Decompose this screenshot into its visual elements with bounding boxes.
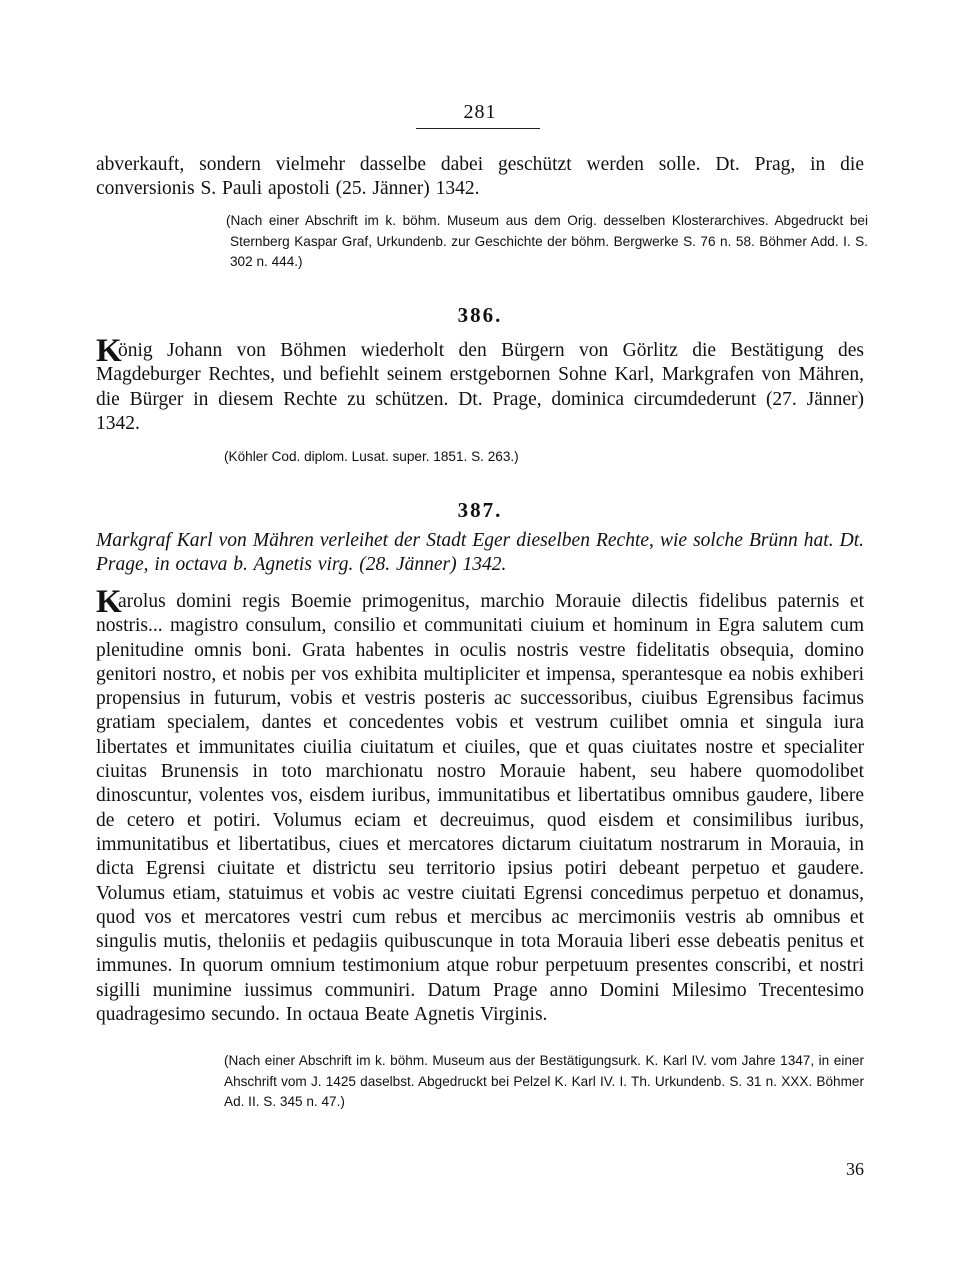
drop-initial-387: K (96, 584, 122, 620)
source-note-385: (Nach einer Abschrift im k. böhm. Museum aus dem Orig. desselben Klosterarchives. Abgedruckt bei Sternberg Kaspar Graf, Urkundenb. zur Geschichte der böhm. Bergwerke S. 76 n. 58. Böhmer Add. I. S. 302 n. 444.) (226, 213, 868, 269)
document-number-386: 386. (457, 303, 503, 327)
charter-text-387: arolus domini regis Boemie primogenitus, marchio Morauie dilectis fidelibus paternis et nostris... magistro consulum, consilio et communitati ciuium et hominum in Egra salutem cum plenitudine omnis boni. Grata habentes in oculis nostris vestre fidelitatis obsequia, domino genitori nostro, et nobis per vos exhibita multipliciter et impensa, sperantesque ea nobis exhiberi propensius in futurum, vobis et vestris posteris ac successoribus, ciuibus Egrensibus facimus gratiam specialem, dantes et concedentes vobis et vestrum cuilibet omnia et singula iura libertates et immunitates ciuilia ciuitatum et ciuiles, que et quas ciuitates nostre et specialiter ciuitas Brunensis in toto marchionatu nostro Morauie habent, seu habere quomodolibet dinoscuntur, volentes vos, eisdem iuribus, immunitatibus et libertatibus omnibus gaudere, libere de cetero et potiri. Volumus eciam et decreuimus, quod eisdem et consimilibus iuribus, immunitatibus et libertatibus, ciues et mercatores dictarum ciuitatum nostrarum in Morauia, in dicta Egrensi ciuitate et districtu seu territorio ipsius potiri debeant perpetuo et gaudere. Volumus etiam, statuimus et vobis ac vestre ciuitati Egrensi concedimus perpetuo et donamus, quod vos et mercatores vestri cum rebus et mercibus ac mercimoniis vestris ab omnibus et singulis mutis, theloniis et pedagiis quibuscunque in tota Morauia liberi esse debeatis penitus et immunes. In quorum omnium testimonium atque robur perpetuum presentes conscribi, et nostri sigilli munimine iussimus communiri. Datum Prage anno Domini Milesimo Trecentesimo quadragesimo secundo. In octaua Beate Agnetis Virginis. (96, 591, 864, 1026)
drop-initial-386: K (96, 333, 122, 369)
source-note-386: (Köhler Cod. diplom. Lusat. super. 1851. S. 263.) (224, 449, 519, 464)
regest-387: Markgraf Karl von Mähren verleihet der Stadt Eger dieselben Rechte, wie solche Brünn hat. Dt. Prage, in octava b. Agnetis virg. (28. Jänner) 1342. (96, 530, 864, 576)
source-note-387: (Nach einer Abschrift im k. böhm. Museum aus der Bestätigungsurk. K. Karl IV. vom Jahre 1347, in einer Ahschrift vom J. 1425 daselbst. Abgedruckt bei Pelzel K. Karl IV. I. Th. Urkundenb. S. 31 n. XXX. Böhmer Ad. II. S. 345 n. 47.) (224, 1053, 864, 1109)
document-number-387: 387. (457, 498, 503, 522)
regest-386: önig Johann von Böhmen wiederholt den Bürgern von Görlitz die Bestätigung des Magdeburger Rechtes, und befiehlt seinem erstgebornen Sohne Karl, Markgrafen von Mähren, die Bürger in diesem Rechte zu schützen. Dt. Prage, dominica circumdederunt (27. Jänner) 1342. (96, 340, 864, 434)
sheet-signature-number: 36 (846, 1159, 864, 1179)
continuation-paragraph: abverkauft, sondern vielmehr dasselbe dabei geschützt werden solle. Dt. Prag, in die conversionis S. Pauli apostoli (25. Jänner) 1342. (96, 154, 864, 200)
page-number: 281 (463, 101, 497, 123)
header-rule (416, 128, 540, 129)
